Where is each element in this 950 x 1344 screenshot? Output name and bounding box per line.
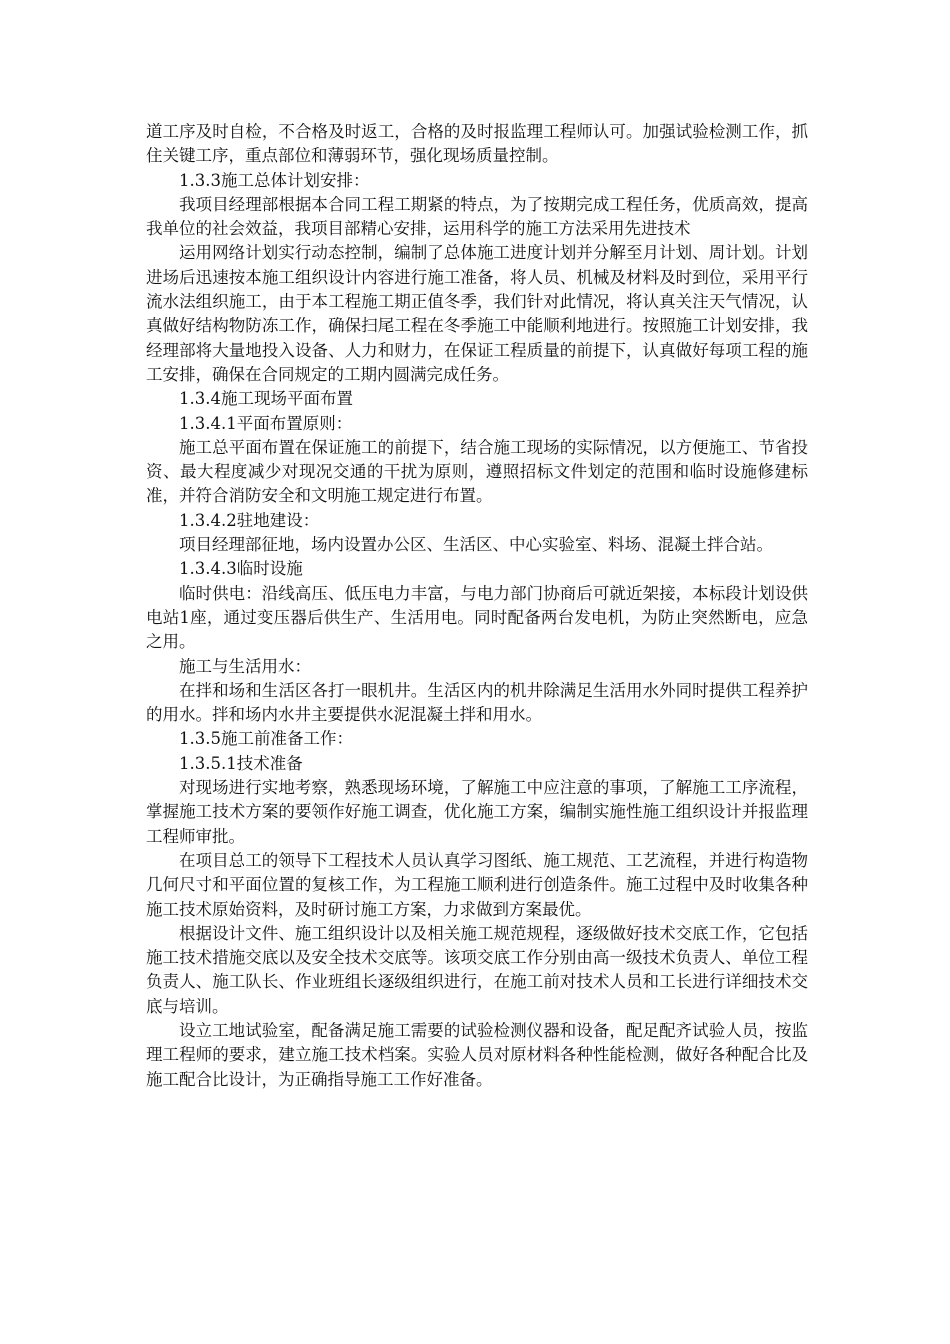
paragraph: 在拌和场和生活区各打一眼机井。生活区内的机井除满足生活用水外同时提供工程养护的用水。拌和场内水井主要提供水泥混凝土拌和用水。 <box>146 680 808 725</box>
paragraph: 临时供电：沿线高压、低压电力丰富，与电力部门协商后可就近架接，本标段计划设供电站1座，通过变压器后供生产、生活用电。同时配备两台发电机，为防止突然断电，应急之用。 <box>146 583 808 652</box>
paragraph: 运用网络计划实行动态控制，编制了总体施工进度计划并分解至月计划、周计划。计划进场后迅速按本施工组织设计内容进行施工准备，将人员、机械及材料及时到位，采用平行流水法组织施工，由于本工程施工期正值冬季，我们针对此情况，将认真关注天气情况，认真做好结构物防冻工作，确保扫尾工程在冬季施工中能顺利地进行。按照施工计划安排，我经理部将大量地投入设备、人力和财力，在保证工程质量的前提下，认真做好每项工程的施工安排，确保在合同规定的工期内圆满完成任务。 <box>146 243 808 384</box>
section-heading: 1.3.4.1平面布置原则： <box>179 413 353 433</box>
section-heading: 1.3.3施工总体计划安排： <box>179 170 370 190</box>
paragraph: 施工总平面布置在保证施工的前提下，结合施工现场的实际情况，以方便施工、节省投资、最大程度减少对现况交通的干扰为原则，遵照招标文件划定的范围和临时设施修建标准，并符合消防安全和文明施工规定进行布置。 <box>146 437 808 506</box>
section-heading: 施工与生活用水： <box>179 656 311 676</box>
section-heading: 1.3.4.3临时设施 <box>179 559 303 579</box>
paragraph: 设立工地试验室，配备满足施工需要的试验检测仪器和设备，配足配齐试验人员，按监理工程师的要求，建立施工技术档案。实验人员对原材料各种性能检测，做好各种配合比及施工配合比设计，为正确指导施工工作好准备。 <box>146 1020 808 1089</box>
paragraph: 根据设计文件、施工组织设计以及相关施工规范规程，逐级做好技术交底工作，它包括施工技术措施交底以及安全技术交底等。该项交底工作分别由高一级技术负责人、单位工程负责人、施工队长、作业班组长逐级组织进行，在施工前对技术人员和工长进行详细技术交底与培训。 <box>146 923 808 1016</box>
section-heading: 1.3.5.1技术准备 <box>179 753 303 773</box>
paragraph: 我项目经理部根据本合同工程工期紧的特点，为了按期完成工程任务，优质高效，提高我单位的社会效益，我项目部精心安排，运用科学的施工方法采用先进技术 <box>146 194 808 239</box>
paragraph: 对现场进行实地考察，熟悉现场环境，了解施工中应注意的事项，了解施工工序流程，掌握施工技术方案的要领作好施工调查，优化施工方案，编制实施性施工组织设计并报监理工程师审批。 <box>146 778 808 846</box>
section-heading: 1.3.5施工前准备工作： <box>179 729 353 749</box>
document-page <box>146 120 808 1092</box>
paragraph: 在项目总工的领导下工程技术人员认真学习图纸、施工规范、工艺流程，并进行构造物几何尺寸和平面位置的复核工作，为工程施工顺利进行创造条件。施工过程中及时收集各种施工技术原始资料，及时研讨施工方案，力求做到方案最优。 <box>146 850 808 919</box>
paragraph: 项目经理部征地，场内设置办公区、生活区、中心实验室、料场、混凝土拌合站。 <box>179 535 773 555</box>
section-heading: 1.3.4施工现场平面布置 <box>179 389 353 409</box>
section-heading: 1.3.4.2驻地建设： <box>179 510 320 530</box>
paragraph: 道工序及时自检，不合格及时返工，合格的及时报监理工程师认可。加强试验检测工作，抓住关键工序，重点部位和薄弱环节，强化现场质量控制。 <box>146 122 808 166</box>
